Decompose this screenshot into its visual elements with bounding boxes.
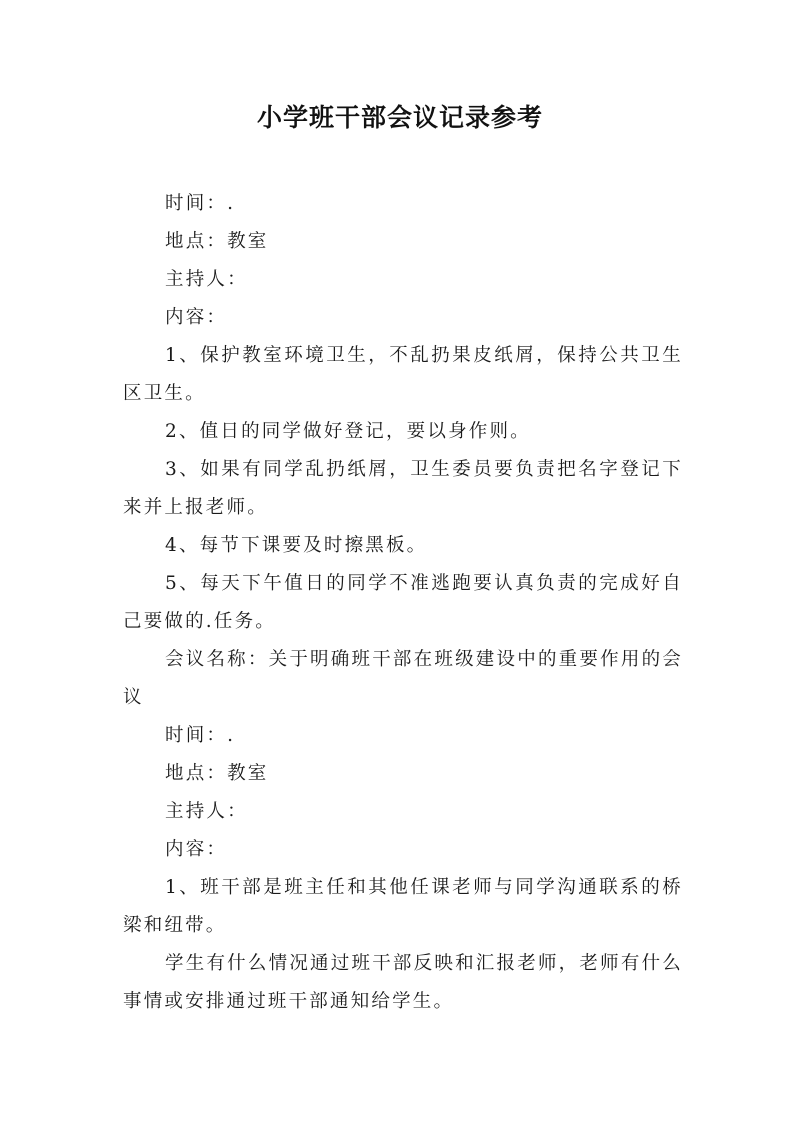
paragraph-item-5: 5、每天下午值日的同学不准逃跑要认真负责的完成好自己要做的.任务。 (123, 573, 683, 632)
paragraph-time-2: 时间：. (165, 725, 236, 746)
paragraph-location-2: 地点：教室 (165, 763, 269, 784)
paragraph-time: 时间：. (165, 193, 236, 214)
document-body (123, 185, 683, 1021)
paragraph-content-label-2: 内容： (165, 839, 228, 860)
paragraph-item-1: 1、保护教室环境卫生，不乱扔果皮纸屑，保持公共卫生区卫生。 (123, 345, 683, 404)
paragraph-item-3: 3、如果有同学乱扔纸屑，卫生委员要负责把名字登记下来并上报老师。 (123, 459, 683, 518)
paragraph-item-4: 4、每节下课要及时擦黑板。 (165, 535, 428, 556)
paragraph-location: 地点：教室 (165, 231, 269, 252)
paragraph-host-2: 主持人： (165, 801, 248, 822)
paragraph-meeting-name: 会议名称：关于明确班干部在班级建设中的重要作用的会议 (123, 649, 683, 708)
paragraph-content-label: 内容： (165, 307, 228, 328)
paragraph-host: 主持人： (165, 269, 248, 290)
paragraph-item-2: 2、值日的同学做好登记，要以身作则。 (165, 421, 531, 442)
paragraph-item-1-b: 1、班干部是班主任和其他任课老师与同学沟通联系的桥梁和纽带。 (123, 877, 683, 936)
paragraph-student-communication: 学生有什么情况通过班干部反映和汇报老师，老师有什么事情或安排通过班干部通知给学生。 (123, 953, 683, 1012)
document-title: 小学班干部会议记录参考 (256, 103, 543, 132)
